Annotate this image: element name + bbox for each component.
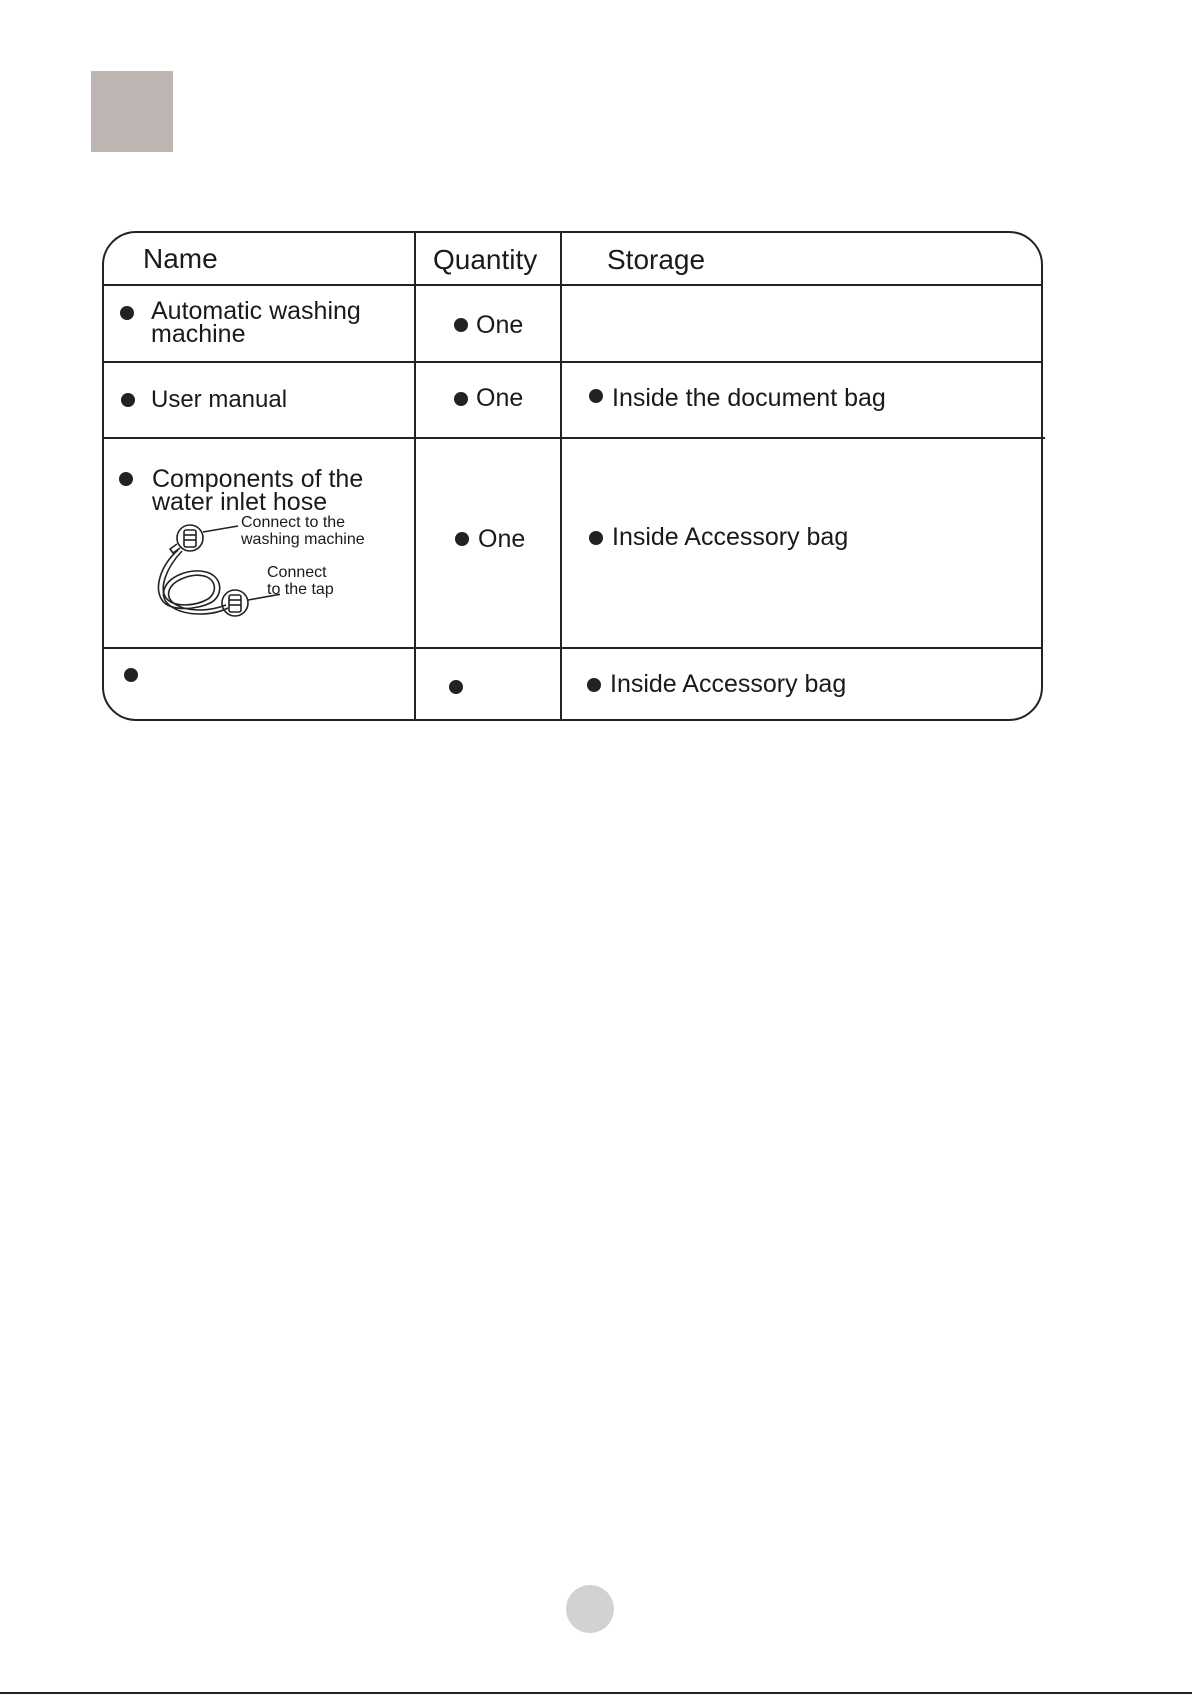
row2-quantity: One — [476, 384, 524, 412]
row4-storage: Inside Accessory bag — [610, 670, 847, 698]
row-divider — [103, 437, 1045, 439]
row-divider — [103, 284, 1041, 286]
header-storage: Storage — [607, 244, 706, 275]
row-divider — [103, 361, 1041, 363]
bullet-icon — [121, 393, 135, 407]
hose-callout-machine-line2: washing machine — [241, 531, 365, 548]
column-divider — [560, 232, 562, 720]
row3-name-line2: water inlet hose — [152, 488, 328, 516]
bullet-icon — [449, 680, 463, 694]
hose-callout-tap-line2: to the tap — [267, 581, 334, 598]
hose-callout-tap-line1: Connect — [267, 564, 327, 581]
row3-storage: Inside Accessory bag — [612, 523, 849, 551]
header-name: Name — [143, 243, 218, 274]
row1-name-line1: Automatic washing — [151, 297, 361, 325]
bullet-icon — [119, 472, 133, 486]
row-divider — [103, 647, 1042, 649]
row3-quantity: One — [478, 525, 526, 553]
bullet-icon — [589, 389, 603, 403]
row2-storage: Inside the document bag — [612, 384, 886, 412]
bullet-icon — [587, 678, 601, 692]
bullet-icon — [455, 532, 469, 546]
bullet-icon — [120, 306, 134, 320]
row3-name-line1: Components of the — [152, 465, 364, 493]
row2-name: User manual — [151, 386, 288, 413]
section-marker-box — [91, 71, 173, 152]
bullet-icon — [454, 318, 468, 332]
bullet-icon — [454, 392, 468, 406]
page-number-circle — [566, 1585, 614, 1633]
bullet-icon — [124, 668, 138, 682]
row1-quantity: One — [476, 311, 524, 339]
hose-callout-machine-line1: Connect to the — [241, 514, 346, 531]
column-divider — [414, 232, 416, 720]
header-quantity: Quantity — [433, 244, 538, 275]
row1-name-line2: machine — [151, 320, 246, 348]
bullet-icon — [589, 531, 603, 545]
